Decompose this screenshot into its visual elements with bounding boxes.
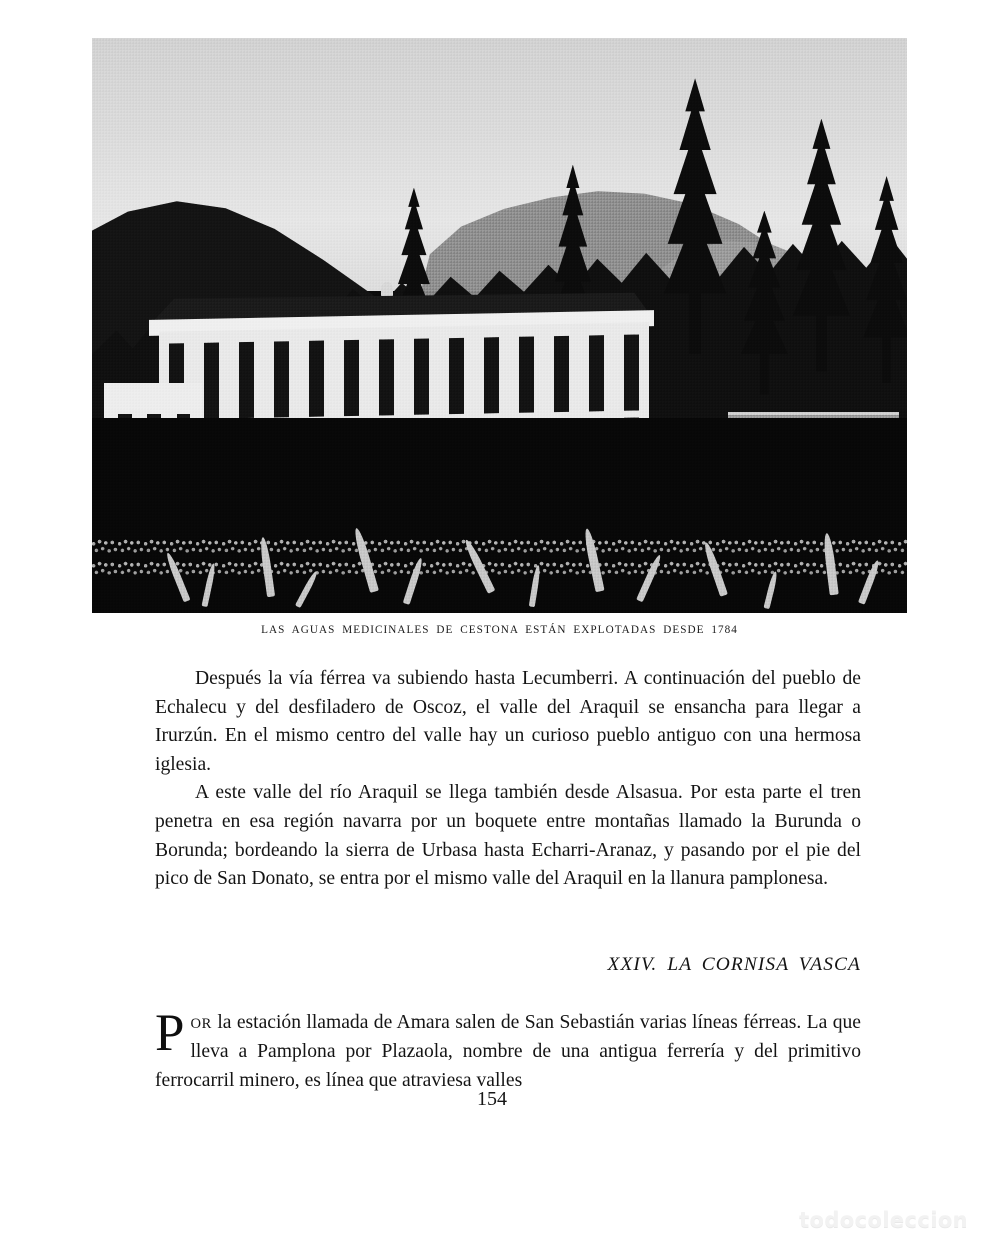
photo-scene [92,38,907,613]
photo-building-window-row-upper [169,335,639,420]
opening-small-caps: OR [190,1015,212,1032]
figure-photograph [92,38,907,613]
photo-foreground-garden [92,418,907,614]
photo-building-finial [381,282,392,298]
paragraph: A este valle del río Araquil se llega también desde Alsasua. Por esta parte el tren penetra en esa región navarra por un boquete entre montañas llamado la Burunda o Borunda; bordeando la sierra de Urbasa hasta Echarri-Aranaz, y pasando por el pie del pico de San Donato, se entra por el mismo valle del Araquil en la llanura pamplonesa. [155,782,861,890]
page-number: 154 [477,1088,507,1110]
section-heading: XXIV. LA CORNISA VASCA [607,953,861,975]
paragraph: Después la vía férrea va subiendo hasta Lecumberri. A continuación del pueblo de Echalecu y del desfiladero de Oscoz, el valle del Araquil se ensancha para llegar a Irurzún. En el mismo centro del valle hay un curioso pueblo antiguo con una hermosa iglesia. [155,668,861,775]
opening-paragraph [155,1003,861,1096]
body-text-block [155,665,861,1096]
drop-cap: P [155,1003,185,1062]
figure-caption: LAS AGUAS MEDICINALES DE CESTONA ESTÁN EXPLOTADAS DESDE 1784 [261,624,738,636]
opening-paragraph-text: la estación llamada de Amara salen de San Sebastián varias líneas férreas. La que lleva a Pamplona por Plazaola, nombre de una antigua ferrería y del primitivo ferrocarril minero, es línea que atraviesa valles [155,1011,861,1091]
watermark: todocoleccion [799,1208,968,1232]
